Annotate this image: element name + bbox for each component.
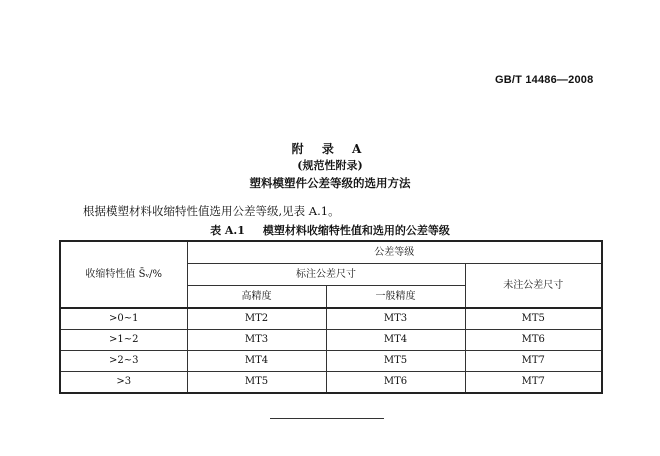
table-caption-title: 模塑材料收缩特性值和选用的公差等级: [262, 224, 450, 237]
shrinkage-value-header: 收缩特性值 S̄ᵥ/%: [60, 241, 187, 308]
appendix-type: (规范性附录): [297, 159, 363, 172]
unmarked-cell: MT7: [465, 351, 602, 372]
table-caption: [0, 222, 660, 238]
marked-tolerance-header: 标注公差尺寸: [187, 264, 465, 286]
unmarked-tolerance-header: 未注公差尺寸: [465, 264, 602, 309]
table-row: [60, 308, 602, 330]
general-precision-cell: MT5: [326, 351, 465, 372]
general-precision-cell: MT4: [326, 330, 465, 351]
tolerance-grade-header: 公差等级: [187, 241, 602, 264]
range-cell: >0~1: [60, 308, 187, 330]
appendix-heading: 塑料模塑件公差等级的选用方法: [249, 176, 411, 190]
table-row: [60, 372, 602, 394]
table-caption-number: 表 A.1: [210, 224, 245, 237]
intro-paragraph: 根据模塑材料收缩特性值选用公差等级,见表 A.1。: [83, 204, 340, 218]
table-row: [60, 330, 602, 351]
high-precision-header: 高精度: [187, 286, 326, 309]
unmarked-cell: MT6: [465, 330, 602, 351]
high-precision-cell: MT2: [187, 308, 326, 330]
general-precision-cell: MT3: [326, 308, 465, 330]
general-precision-cell: MT6: [326, 372, 465, 394]
standard-code: GB/T 14486—2008: [495, 74, 594, 86]
high-precision-cell: MT5: [187, 372, 326, 394]
high-precision-cell: MT3: [187, 330, 326, 351]
table-row: [60, 351, 602, 372]
general-precision-header: 一般精度: [326, 286, 465, 309]
unmarked-cell: MT5: [465, 308, 602, 330]
high-precision-cell: MT4: [187, 351, 326, 372]
appendix-title: 附 录 A: [291, 142, 369, 156]
end-rule: [270, 418, 384, 419]
range-cell: >1~2: [60, 330, 187, 351]
unmarked-cell: MT7: [465, 372, 602, 394]
range-cell: >2~3: [60, 351, 187, 372]
range-cell: >3: [60, 372, 187, 394]
tolerance-grade-table: [59, 240, 603, 394]
